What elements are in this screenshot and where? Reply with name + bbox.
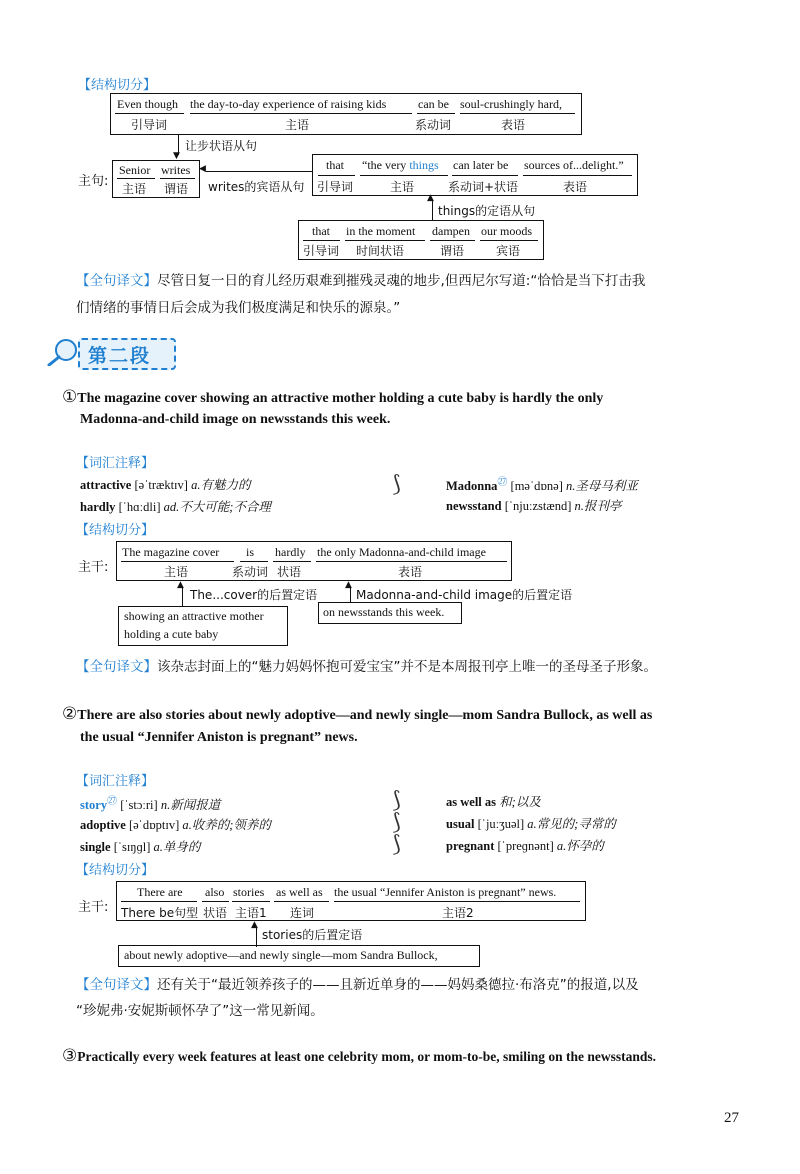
token-hardly: hardly	[275, 545, 306, 559]
token-that: that	[326, 158, 344, 172]
sentence-2-line-2: the usual “Jennifer Aniston is pregnant” news.	[80, 730, 358, 745]
role-label: 表语	[501, 118, 526, 132]
role-label: 状语	[277, 565, 302, 579]
token-usual-news: the usual “Jennifer Aniston is pregnant” news.	[334, 885, 557, 899]
vocab-item: adoptive [əˈdɒptɪv] a.收养的;领养的	[80, 818, 271, 832]
underline	[430, 240, 475, 241]
vocab-item: single [ˈsɪŋɡl] a.单身的	[80, 840, 201, 854]
modifier-text: about newly adoptive—and newly single—mom Sandra Bullock,	[124, 948, 438, 962]
modifier-text: showing an attractive mother	[124, 609, 264, 623]
sentence-1-line-1: ①The magazine cover showing an attractive mother holding a cute baby is hardly the only	[62, 387, 604, 406]
vocab-item: hardly [ˈhɑːdli] ad.不大可能;不合理	[80, 500, 271, 514]
main-trunk-label: 主干:	[78, 900, 109, 915]
role-label: 时间状语	[356, 244, 405, 258]
underline	[240, 561, 268, 562]
role-label: There be句型	[121, 906, 199, 920]
token-can-later-be: can later be	[453, 158, 509, 172]
modifier-text: on newsstands this week.	[323, 605, 445, 619]
underline	[480, 240, 538, 241]
role-label: 谓语	[440, 244, 465, 258]
role-label: 连词	[290, 906, 315, 920]
vocab-divider: ⟆	[392, 472, 401, 497]
arrow-up-icon: ▲	[345, 580, 352, 590]
underline	[160, 178, 195, 179]
underline	[316, 561, 507, 562]
role-label: 状语	[203, 906, 228, 920]
role-label: 引导词	[317, 180, 354, 194]
token-dampen: dampen	[432, 224, 470, 238]
underline	[202, 901, 229, 902]
vocab-label: 【词汇注释】	[76, 456, 155, 471]
underline	[274, 901, 329, 902]
vocab-item: newsstand [ˈnjuːzstænd] n.报刊亭	[446, 499, 622, 513]
arrow-left-icon: ◀	[199, 164, 206, 174]
section-title: 第二段	[88, 345, 152, 367]
attr-clause-label: things的定语从句	[438, 204, 536, 218]
underline	[232, 901, 270, 902]
role-label: 主语	[285, 118, 310, 132]
underline	[345, 240, 425, 241]
vocab-item: attractive [əˈtræktɪv] a.有魅力的	[80, 478, 251, 492]
arrow-line	[432, 200, 433, 220]
translation-1-line-1: 【全句译文】尽管日复一日的育儿经历艰难到摧残灵魂的地步,但西尼尔写道:“恰恰是当下打击我	[76, 273, 646, 289]
role-label: 表语	[563, 180, 588, 194]
main-clause-label: 主句:	[78, 174, 109, 189]
role-label: 主语	[164, 565, 189, 579]
vocab-item: story$^㉗$ [ˈstɔːri] n.新闻报道	[80, 796, 221, 813]
token-only-image: the only Madonna-and-child image	[317, 545, 486, 559]
post-modifier-label: stories的后置定语	[262, 928, 363, 942]
role-label: 主语	[390, 180, 415, 194]
underline	[121, 901, 197, 902]
vocab-divider: ⟆ ⟆ ⟆	[392, 788, 401, 857]
translation-3-line-2: “珍妮弗·安妮斯顿怀孕了”这一常见新闻。	[76, 1003, 324, 1019]
role-label: 主语1	[235, 906, 267, 920]
vocab-item: pregnant [ˈpreɡnənt] a.怀孕的	[446, 839, 604, 853]
underline	[117, 178, 155, 179]
token-the-very: “the very things	[362, 158, 439, 172]
role-label: 宾语	[496, 244, 521, 258]
structure-label: 【结构切分】	[76, 863, 155, 878]
underline	[360, 175, 448, 176]
underline	[523, 175, 632, 176]
arrow-line	[206, 171, 312, 172]
vocab-label: 【词汇注释】	[76, 774, 155, 789]
sentence-3-line-1: ③Practically every week features at least one celebrity mom, or mom-to-be, smiling on the newsstands.	[62, 1046, 657, 1065]
main-trunk-label: 主干:	[78, 560, 109, 575]
structure-label: 【结构切分】	[78, 78, 157, 93]
token-there-are: There are	[137, 885, 183, 899]
token-can-be: can be	[418, 97, 449, 111]
token-also: also	[205, 885, 225, 899]
concession-label: 让步状语从句	[185, 139, 258, 153]
token-sources: sources of...delight.”	[524, 158, 624, 172]
translation-3-line-1: 【全句译文】还有关于“最近领养孩子的——且新近单身的——妈妈桑德拉·布洛克”的报道,以及	[76, 977, 639, 993]
vocab-item: as well as 和;以及	[446, 795, 541, 809]
underline	[303, 240, 340, 241]
arrow-up-icon: ▲	[251, 920, 258, 930]
magnifier-icon	[46, 338, 80, 370]
underline	[273, 561, 311, 562]
token-stories: stories	[233, 885, 265, 899]
arrow-up-icon: ▲	[427, 193, 434, 203]
arrow-down-icon: ▼	[173, 151, 180, 161]
role-label: 谓语	[164, 182, 189, 196]
object-clause-label: writes的宾语从句	[208, 180, 305, 194]
token-that: that	[312, 224, 330, 238]
role-label: 系动词+状语	[448, 180, 519, 194]
role-label: 系动词	[415, 118, 452, 132]
post-modifier-label: The...cover的后置定语	[190, 588, 318, 602]
token-in-the-moment: in the moment	[346, 224, 416, 238]
page-number: 27	[724, 1110, 739, 1126]
role-label: 表语	[398, 565, 423, 579]
post-modifier-label: Madonna-and-child image的后置定语	[356, 588, 573, 602]
token-things: things	[409, 158, 439, 172]
arrow-line	[182, 587, 183, 607]
vocab-item: usual [ˈjuːʒuəl] a.常见的;寻常的	[446, 817, 616, 831]
token-magazine-cover: The magazine cover	[122, 545, 220, 559]
token-our-moods: our moods	[481, 224, 532, 238]
token-senior: Senior	[119, 163, 151, 177]
sentence-1-line-2: Madonna-and-child image on newsstands this week.	[80, 412, 391, 427]
underline	[121, 561, 234, 562]
token-day-experience: the day-to-day experience of raising kids	[190, 97, 387, 111]
translation-2: 【全句译文】该杂志封面上的“魅力妈妈怀抱可爱宝宝”并不是本周报刊亭上唯一的圣母圣子形象。	[76, 659, 657, 675]
structure-label: 【结构切分】	[76, 523, 155, 538]
role-label: 系动词	[232, 565, 269, 579]
token-is: is	[246, 545, 255, 559]
sentence-2-line-1: ②There are also stories about newly adoptive—and newly single—mom Sandra Bullock, as well as	[62, 704, 653, 723]
underline	[115, 113, 184, 114]
underline	[460, 113, 575, 114]
modifier-text: holding a cute baby	[124, 627, 219, 641]
underline	[190, 113, 412, 114]
role-label: 主语	[122, 182, 147, 196]
vocab-item: Madonna$^㉗$ [məˈdɒnə] n.圣母马利亚	[446, 477, 638, 494]
arrow-up-icon: ▲	[177, 580, 184, 590]
token-writes: writes	[161, 163, 191, 177]
token-as-well-as: as well as	[276, 885, 323, 899]
token-even-though: Even though	[117, 97, 178, 111]
underline	[417, 113, 455, 114]
token-soul-crushingly: soul-crushingly hard,	[460, 97, 562, 111]
role-label: 主语2	[442, 906, 474, 920]
translation-1-line-2: 们情绪的事情日后会成为我们极度满足和快乐的源泉。”	[76, 300, 401, 316]
role-label: 引导词	[131, 118, 168, 132]
role-label: 引导词	[303, 244, 340, 258]
underline	[334, 901, 580, 902]
underline	[318, 175, 355, 176]
underline	[452, 175, 518, 176]
